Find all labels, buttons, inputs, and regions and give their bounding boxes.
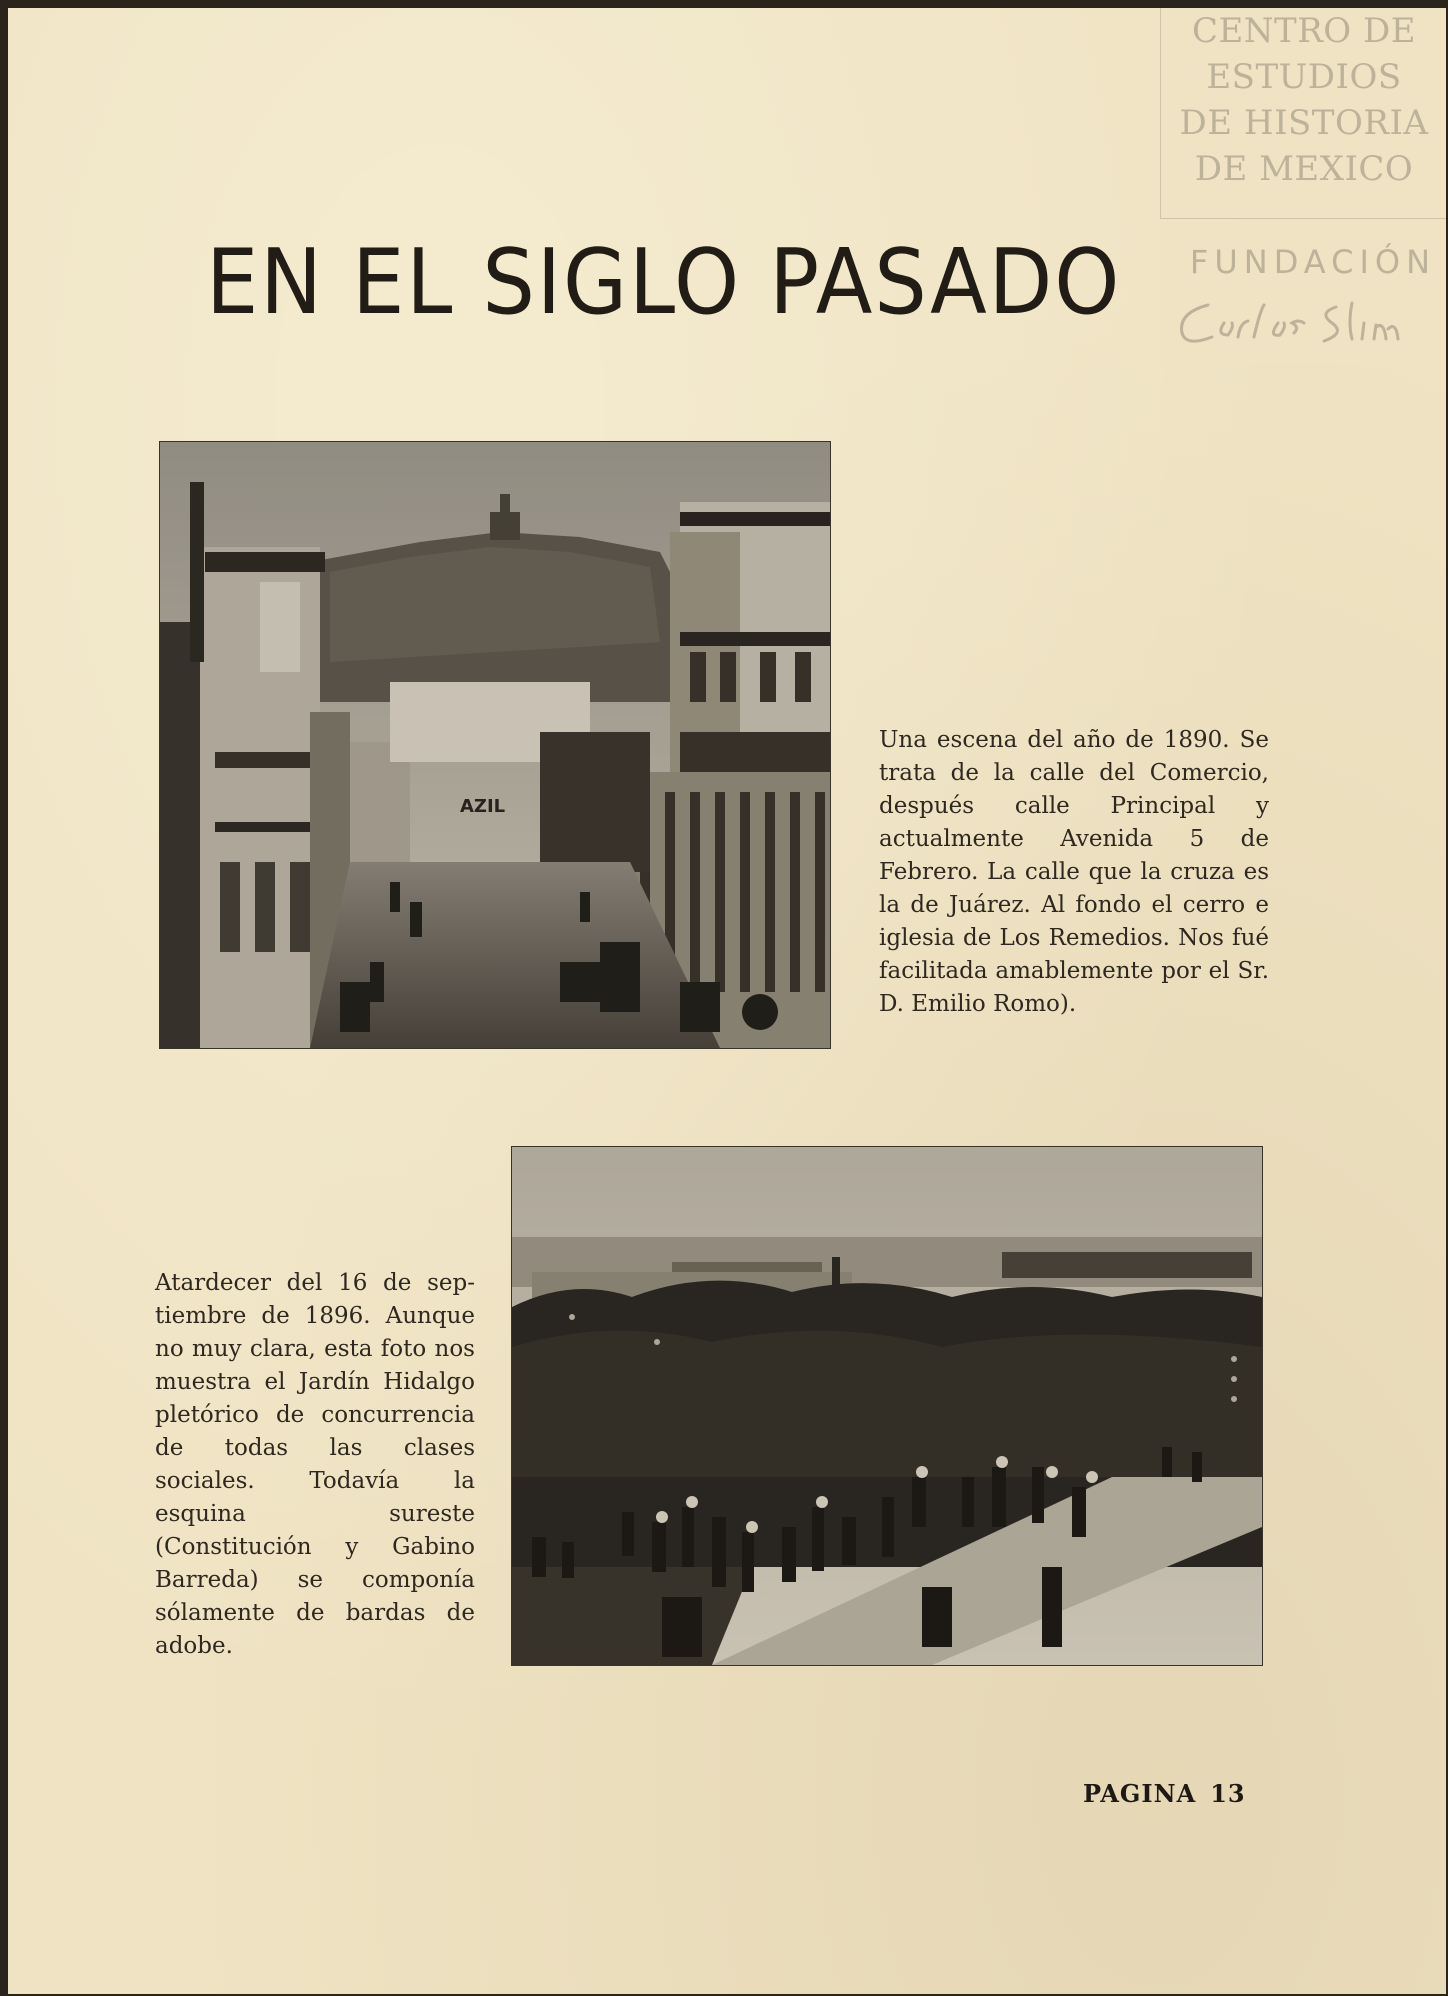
garden-crowd-photo-1896 — [511, 1146, 1263, 1666]
magazine-page — [8, 8, 1446, 1994]
caption-garden-crowd: Atardecer del 16 de septiembre de 1896. Aunque no muy clara, esta foto nos muestra el Jardín Hidalgo pletórico de concurrencia de todas las clases sociales. Todavía la esquina sureste (Constitución y Gabino Barreda) se componía sólamente de bardas de adobe. — [155, 1270, 475, 1659]
sign-text: AZIL — [460, 796, 506, 817]
stamp-line-2: ESTUDIOS — [1206, 57, 1402, 97]
caption-street-scene: Una escena del año de 1890. Se trata de la calle del Comercio, después calle Principal y actualmente Avenida 5 de Febrero. La calle que la cruza es la de Juárez. Al fondo el cerro e iglesia de Los Remedios. Nos fué facilitada amablemente por el Sr. D. Emilio Romo). — [879, 727, 1269, 1017]
street-scene-photo-1890 — [159, 441, 831, 1049]
archive-stamp — [1160, 8, 1446, 219]
stamp-line-1: CENTRO DE — [1191, 11, 1417, 51]
page-number: 13 — [1210, 1779, 1246, 1808]
foundation-word: FUNDACIÓN — [1189, 243, 1436, 281]
stamp-line-4: DE MEXICO — [1194, 149, 1414, 189]
foundation-logo — [1160, 223, 1446, 363]
stamp-line-3: DE HISTORIA — [1179, 103, 1429, 143]
page-footer — [1083, 1779, 1246, 1808]
garden-crowd-image — [512, 1147, 1262, 1665]
street-scene-image — [160, 442, 830, 1048]
page-label: PAGINA — [1083, 1779, 1197, 1808]
page-title: EN EL SIGLO PASADO — [206, 230, 1122, 335]
signature-icon — [1168, 293, 1438, 353]
